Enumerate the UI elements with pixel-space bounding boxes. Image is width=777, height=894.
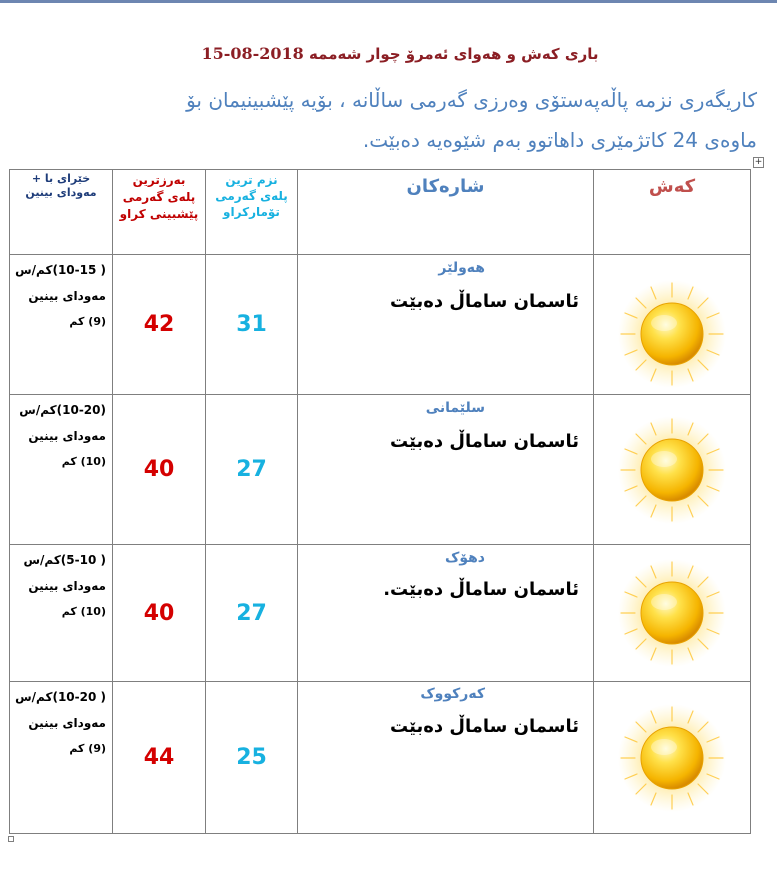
table-row (10, 255, 751, 395)
wind-visibility-cell (10, 682, 113, 834)
weather-description: ئاسمان ساماڵ دەبێت (390, 431, 579, 452)
wind-line: مەودای بینین (28, 716, 106, 730)
table-header-row (10, 170, 751, 255)
header-cities: شارەکان (298, 170, 594, 255)
wind-line: (10) کم (61, 455, 106, 468)
header-min-line: پلەی گەرمی (215, 189, 288, 203)
wind-line: (9) کم (69, 315, 106, 328)
page-title (150, 44, 650, 63)
wind-visibility-cell (10, 255, 113, 395)
city-cell (298, 255, 594, 395)
weather-description: ئاسمان ساماڵ دەبێت. (383, 579, 579, 600)
city-name: سلێمانی (425, 400, 485, 416)
wind-line: مەودای بینین (28, 289, 106, 303)
sun-icon (617, 558, 727, 668)
city-name: هەولێر (438, 260, 485, 276)
header-max-line: پلەی گەرمی (122, 190, 196, 204)
weather-description: ئاسمان ساماڵ دەبێت (390, 291, 579, 312)
paragraph-mark (8, 836, 14, 842)
title-date: 2018-08-15 (201, 44, 304, 63)
table-row (10, 395, 751, 545)
header-wind-line: مەودای بینین (25, 186, 97, 199)
wind-line: مەودای بینین (28, 579, 106, 593)
city-name: کەرکووک (420, 686, 485, 702)
weather-icon-cell (594, 545, 751, 682)
min-temp-value: 31 (206, 255, 298, 395)
wind-line: ( 5-10)کم/س (23, 553, 106, 567)
max-temp-value: 40 (113, 545, 206, 682)
intro-line-2: ماوەی 24 کاتژمێری داهاتوو بەم شێوەیە دەبێت. (362, 128, 757, 152)
weather-description: ئاسمان ساماڵ دەبێت (390, 716, 579, 737)
max-temp-value: 44 (113, 682, 206, 834)
city-cell (298, 682, 594, 834)
wind-line: ( 10-20)کم/س (15, 690, 106, 704)
header-wind (10, 170, 113, 255)
weather-icon-cell (594, 682, 751, 834)
wind-line: ( 10-15)کم/س (15, 263, 106, 277)
intro-line-1: کاریگەری نزمە پاڵەپەستۆی وەرزی گەرمی ساڵانە ، بۆیە پێشبینیمان بۆ (186, 88, 757, 112)
max-temp-value: 42 (113, 255, 206, 395)
wind-line: (9) کم (69, 742, 106, 755)
wind-line: مەودای بینین (28, 429, 106, 443)
header-min-line: تۆمارکراو (223, 205, 280, 219)
sun-icon (617, 703, 727, 813)
table-move-handle-icon[interactable]: + (754, 157, 763, 167)
header-min-line: نزم ترین (225, 173, 278, 187)
header-wind-line: خێرای با + (31, 172, 91, 185)
city-name: دهۆک (444, 550, 485, 566)
min-temp-value: 27 (206, 395, 298, 545)
header-weather: کەش (594, 170, 751, 255)
table-row (10, 545, 751, 682)
forecast-table (9, 169, 751, 834)
title-text: باری کەش و هەوای ئەمرۆ چوار شەممە (309, 45, 599, 63)
wind-line: (10) کم (61, 605, 106, 618)
header-max-temp (113, 170, 206, 255)
sun-icon (617, 415, 727, 525)
header-max-line: بەرزترین (132, 173, 186, 187)
wind-line: (10-20)کم/س (19, 403, 106, 417)
top-border (0, 0, 777, 3)
max-temp-value: 40 (113, 395, 206, 545)
min-temp-value: 25 (206, 682, 298, 834)
wind-visibility-cell (10, 395, 113, 545)
weather-icon-cell (594, 255, 751, 395)
header-min-temp (206, 170, 298, 255)
sun-icon (617, 279, 727, 389)
intro-paragraph (57, 80, 757, 160)
table-row (10, 682, 751, 834)
weather-icon-cell (594, 395, 751, 545)
min-temp-value: 27 (206, 545, 298, 682)
wind-visibility-cell (10, 545, 113, 682)
header-max-line: پێشبینی کراو (119, 207, 199, 221)
city-cell (298, 545, 594, 682)
city-cell (298, 395, 594, 545)
